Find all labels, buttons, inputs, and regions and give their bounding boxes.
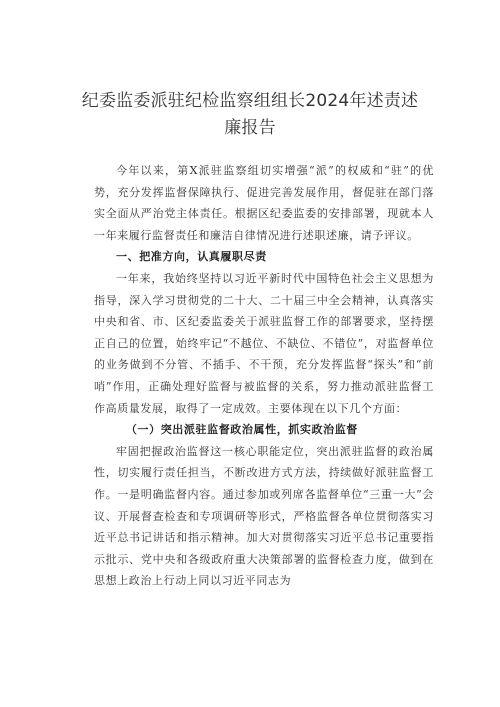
section-1-paragraph: 一年来，我始终坚持以习近平新时代中国特色社会主义思想为指导，深入学习贯彻党的二十大、二十届三中全会精神，认真落实中央和省、市、区纪委监委关于派驻监督工作的部署要求，坚持摆正自己的位置，始终牢记“不越位、不缺位、不错位”，对监督单位的业务做到不分管、不插手、不干预，充分发挥监督“探头”和“前哨”作用，正确处理好监督与被监督的关系，努力推动派驻监督工作高质量发展，取得了一定成效。主要体现在以下几个方面：: [94, 271, 434, 415]
section-heading-1: 一、把准方向，认真履职尽责: [116, 250, 267, 264]
document-body: [94, 160, 434, 592]
title-line-2: 廉报告: [224, 118, 276, 138]
intro-paragraph: 今年以来，第X派驻监察组切实增强“派”的权威和“驻”的优势，充分发挥监督保障执行、促进完善发展作用，督促驻在部门落实全面从严治党主体责任。根据区纪委监委的安排部署，现就本人一年来履行监督责任和廉洁自律情况进行述职述廉，请予评议。: [94, 164, 434, 242]
subsection-1-paragraph: 牢固把握政治监督这一核心职能定位，突出派驻监督的政治属性，切实履行责任担当，不断改进方式方法，持续做好派驻监督工作。一是明确监督内容。通过参加或列席各监督单位“三重一大”会议、开展督查检查和专项调研等形式，严格监督各单位贯彻落实习近平总书记讲话和指示精神。加大对贯彻落实习近平总书记重要指示批示、党中央和各级政府重大决策部署的监督检查力度，做到在思想上政治上行动上同以习近平同志为: [94, 444, 434, 588]
subsection-heading-1: （一）突出派驻监督政治属性，抓实政治监督: [125, 423, 358, 437]
document-title: [60, 88, 440, 142]
title-line-1: 纪委监委派驻纪检监察组组长2024年述责述: [81, 91, 419, 111]
